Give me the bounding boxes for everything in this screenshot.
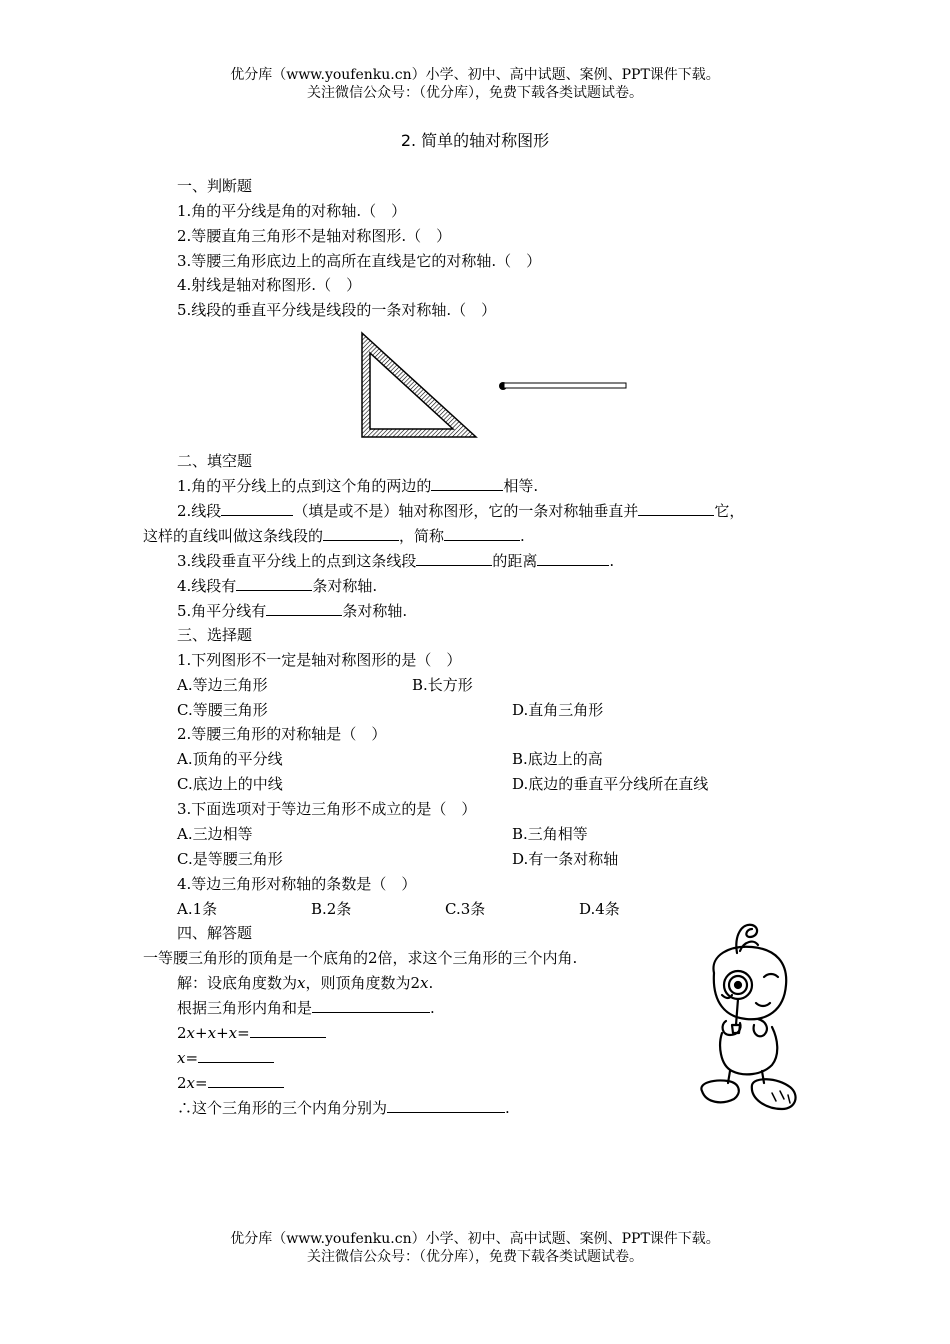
judge-item-4: 4.射线是轴对称图形.（ ） [177,276,362,294]
var-x: x [207,1024,217,1042]
fill-5-text-b: 条对称轴. [342,602,408,620]
sol-2-text-b: . [430,999,435,1017]
choice-3-option-b: B.三角相等 [512,825,588,843]
header-line-1: 优分库（www.youfenku.cn）小学、初中、高中试题、案例、PPT课件下载。 [230,67,720,83]
fill-2-text-c: 它， [714,502,745,520]
solution-line-6 [177,1098,510,1118]
fill-3-text-a: 3.线段垂直平分线上的点到这条线段 [177,552,417,570]
fill-2b-text-c: . [520,527,525,545]
choice-4-option-a: A.1条 [177,900,218,918]
solution-line-1 [177,973,433,993]
judge-item-3: 3.等腰三角形底边上的高所在直线是它的对称轴.（ ） [177,252,542,270]
footer-line-2: 关注微信公众号：（优分库），免费下载各类试题试卷。 [307,1249,643,1265]
fill-item-1 [177,476,538,496]
fill-1-text-a: 1.角的平分线上的点到这个角的两边的 [177,477,432,495]
answer-blank [537,551,609,566]
page-header [0,66,950,102]
answer-blank [208,1073,284,1088]
fill-1-text-b: 相等. [503,477,539,495]
answer-blank [236,576,312,591]
problem-statement: 一等腰三角形的顶角是一个底角的2倍，求这个三角形的三个内角. [143,949,578,967]
answer-blank [312,998,430,1013]
footer-line-1: 优分库（www.youfenku.cn）小学、初中、高中试题、案例、PPT课件下载。 [230,1231,720,1247]
section4-heading: 四、解答题 [177,924,253,942]
var-x: x [186,1024,196,1042]
fill-item-3 [177,551,614,571]
choice-2-option-c: C.底边上的中线 [177,775,283,793]
solution-line-4 [177,1048,274,1068]
choice-4-stem: 4.等边三角形对称轴的条数是（ ） [177,875,417,893]
choice-4-option-b: B.2条 [311,900,352,918]
sol-2-text-a: 根据三角形内角和是 [177,999,313,1017]
sol-1-text-c: . [428,974,434,992]
ray-figure [495,378,630,394]
fill-3-text-c: . [609,552,615,570]
choice-2-stem: 2.等腰三角形的对称轴是（ ） [177,725,387,743]
answer-blank [323,526,399,541]
answer-blank [266,601,342,616]
cartoon-boy-magnifier-illustration [692,915,807,1125]
sol-6-text-b: . [505,1099,510,1117]
header-line-2: 关注微信公众号：（优分库），免费下载各类试题试卷。 [307,85,643,101]
plus-sign: + [216,1024,229,1042]
answer-blank [250,1023,326,1038]
solution-line-3 [177,1023,326,1043]
answer-blank [387,1098,505,1113]
var-x: x [228,1024,238,1042]
judge-item-5: 5.线段的垂直平分线是线段的一条对称轴.（ ） [177,301,497,319]
choice-3-option-c: C.是等腰三角形 [177,850,283,868]
choice-1-option-a: A.等边三角形 [177,676,268,694]
choice-1-stem: 1.下列图形不一定是轴对称图形的是（ ） [177,651,462,669]
set-square-figure [355,330,485,442]
sol-3-text-a: 2 [177,1024,187,1042]
answer-blank [638,501,714,516]
fill-2-text-a: 2.线段 [177,502,222,520]
equals-sign: = [237,1024,250,1042]
answer-blank [221,501,293,516]
var-x: x [297,974,306,992]
sol-1-text-a: 解：设底角度数为 [177,974,298,992]
choice-4-option-c: C.3条 [445,900,486,918]
fill-4-text-b: 条对称轴. [312,577,378,595]
choice-3-option-a: A.三边相等 [177,825,253,843]
var-x: x [420,974,429,992]
sol-1-text-b: ，则顶角度数为2 [305,974,421,992]
fill-2b-text-a: 这样的直线叫做这条线段的 [143,527,324,545]
fill-5-text-a: 5.角平分线有 [177,602,267,620]
choice-1-option-d: D.直角三角形 [512,701,604,719]
var-x: x [177,1049,186,1067]
sol-5-text-a: 2 [177,1074,187,1092]
judge-item-2: 2.等腰直角三角形不是轴对称图形.（ ） [177,227,452,245]
choice-3-stem: 3.下面选项对于等边三角形不成立的是（ ） [177,800,477,818]
judge-item-1: 1.角的平分线是角的对称轴.（ ） [177,202,407,220]
fill-item-4 [177,576,377,596]
fill-item-5 [177,601,407,621]
fill-3-text-b: 的距离 [492,552,538,570]
fill-2b-text-b: ，简称 [399,527,445,545]
choice-3-option-d: D.有一条对称轴 [512,850,619,868]
choice-2-option-a: A.顶角的平分线 [177,750,283,768]
sol-6-text-a: ∴这个三角形的三个内角分别为 [177,1099,388,1117]
fill-item-2-continued [143,526,525,546]
answer-blank [444,526,520,541]
choice-2-option-b: B.底边上的高 [512,750,603,768]
solution-line-2 [177,998,435,1018]
choice-4-option-d: D.4条 [579,900,620,918]
equals-sign: = [195,1074,208,1092]
fill-2-text-b: （填是或不是）轴对称图形，它的一条对称轴垂直并 [293,502,639,520]
var-x: x [186,1074,196,1092]
answer-blank [416,551,492,566]
equals-sign: = [185,1049,199,1067]
choice-1-option-c: C.等腰三角形 [177,701,268,719]
section2-heading: 二、填空题 [177,452,253,470]
fill-item-2 [177,501,744,521]
choice-1-option-b: B.长方形 [412,676,473,694]
answer-blank [198,1048,274,1063]
section1-heading: 一、判断题 [177,177,253,195]
page-title: 2. 简单的轴对称图形 [400,131,550,150]
plus-sign: + [195,1024,208,1042]
page-footer [0,1230,950,1266]
fill-4-text-a: 4.线段有 [177,577,237,595]
answer-blank [431,476,503,491]
section3-heading: 三、选择题 [177,626,253,644]
solution-line-5 [177,1073,284,1093]
choice-2-option-d: D.底边的垂直平分线所在直线 [512,775,709,793]
